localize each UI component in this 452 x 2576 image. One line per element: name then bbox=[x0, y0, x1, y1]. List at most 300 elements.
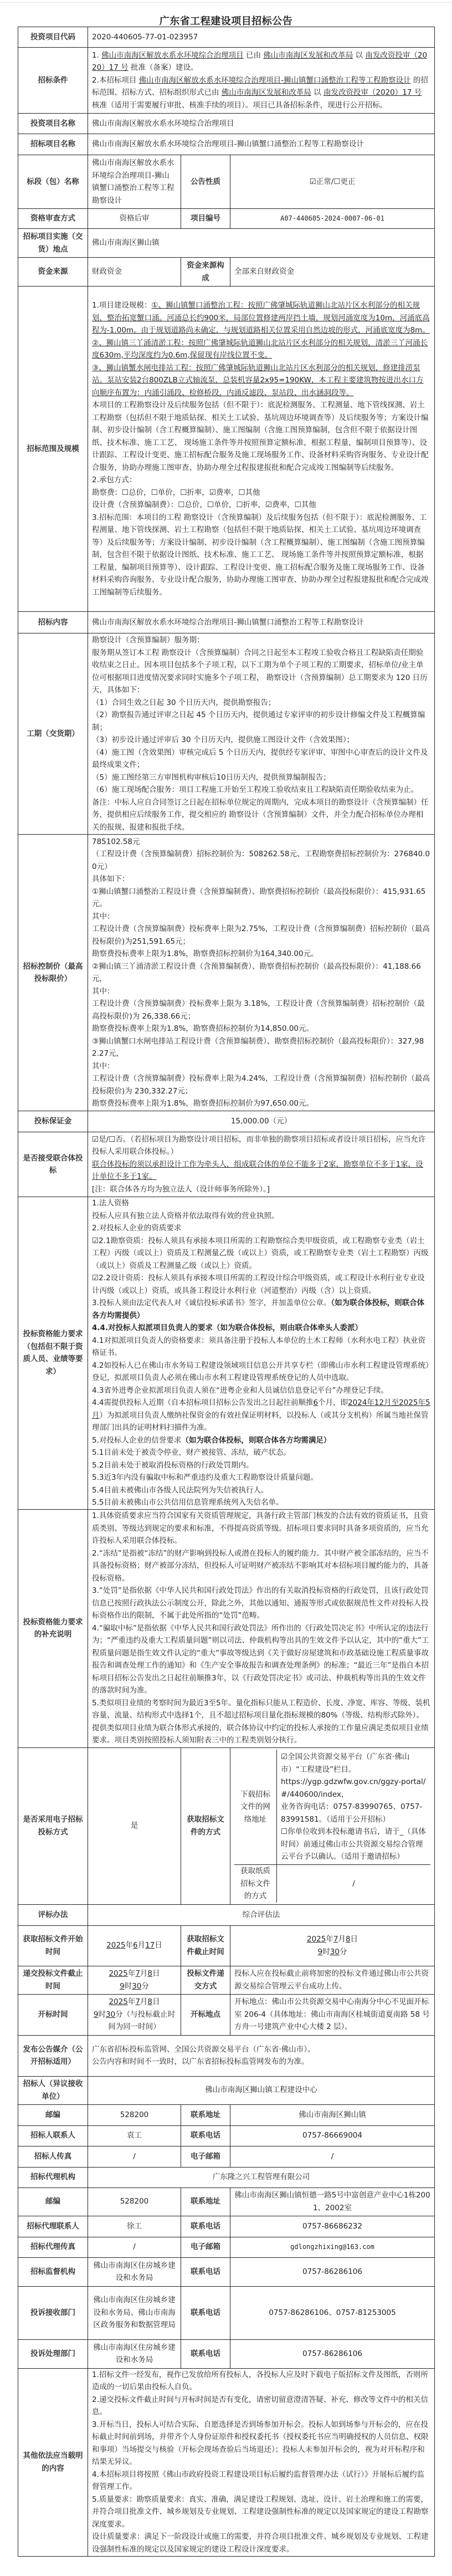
paragraph bbox=[92, 771, 430, 784]
underlined-segment: 佛山市南海区解放水系水环境综合治理项目 bbox=[101, 50, 244, 60]
tenderer-email: / bbox=[230, 2146, 435, 2167]
content-value: 佛山市南海区解放水系水环境综合治理项目-狮山镇蟹口涌整治工程等工程勘察设计 bbox=[88, 612, 435, 633]
text-segment: 勘察费投标费率上限为1.8%，勘察费招标控制价为14,850.00元。 bbox=[92, 1024, 314, 1033]
review-value: 资格后审 bbox=[88, 209, 181, 229]
text-segment: 1.法人资格 bbox=[92, 1199, 129, 1208]
underlined-segment: 联合体投标的须以承担设计工作为牵头人，组成联合体的单位不能多于2家，勘察单位不多于1家，设计单位不多于1家。 bbox=[92, 1159, 423, 1182]
price-label: 招标控制价（最高投标限价） bbox=[18, 835, 88, 1111]
text-segment: 3.开标当日，投标人可结合实际，自愿选择是否到场参加开标会。投标人如到场参与开标会的，应在投标截止时间前到场，并带齐个人身份证原件和授权委托书（授权委托书应当明确授权的人员信息、权限和事项）当场提交与核验（开标会现场查验后当场退还）；投标人未参加开标会的，视为对开标程序和结果无异议。 bbox=[92, 2420, 429, 2467]
paragraph bbox=[92, 1547, 430, 1585]
agency-email[interactable]: gdlongzhixing@163.com bbox=[230, 2237, 435, 2257]
paragraph bbox=[92, 1980, 177, 1993]
qualification-value bbox=[88, 1197, 435, 1510]
doc-method-cell bbox=[230, 1747, 435, 1904]
scope-value bbox=[88, 287, 435, 612]
complaint-handle-label: 投诉处理部门 bbox=[18, 2339, 88, 2368]
agency-email-label: 电子邮箱 bbox=[181, 2237, 230, 2257]
underlined-segment: 佛山市南海区解放水系水环境综合治理项目-狮山镇蟹口涌整治工程等工程勘察设计 bbox=[138, 75, 411, 85]
text-segment: （5）施工图经第三方审图机构审核后10日历天内，提供预算编制报告； bbox=[92, 773, 331, 782]
text-segment: 3.投标人须由法定代表人对《诚信投标承诺书》签字，并加盖单位公章。 bbox=[92, 1299, 331, 1307]
underlined-segment: 2025 bbox=[109, 1997, 128, 2007]
row-funding bbox=[18, 258, 435, 287]
text-segment: （1）合同生效之日起 30 个日历天内，提供勘察报告； bbox=[92, 698, 276, 707]
text-segment: 时 bbox=[124, 1981, 132, 1991]
project-code-value: A07-440605-2024-0007-06-01 bbox=[230, 209, 435, 229]
paragraph bbox=[92, 299, 430, 337]
paragraph bbox=[92, 1322, 430, 1335]
paragraph bbox=[92, 1384, 430, 1397]
text-segment: 工程设计费（含预算编制费）投标费率上限为2.75%，工程设计费（含预算编制费）招标控制价（最高投标限价)为251,591.65元； bbox=[92, 924, 430, 946]
complaint-receive-label: 投诉接收部门 bbox=[18, 2286, 88, 2339]
paragraph bbox=[92, 2419, 430, 2468]
text-segment: 工程设计费（含预算编制费）投标费率上限为 3.18%，工程设计费（含预算编制费）招标控制价（最高投标限价)为 26,338.66元； bbox=[92, 999, 425, 1021]
text-segment: 5.5目前未被佛山市公共信用信息管理系统列入失信名单。 bbox=[92, 1498, 284, 1507]
bold-segment: （如为联合体投标，则联合体各方均需满足） bbox=[181, 1435, 331, 1445]
tenderer-email-label: 电子邮箱 bbox=[181, 2146, 230, 2167]
text-segment: 4.4需提供投标人近期（自本招标项目招标公告发出之日起往前顺推 bbox=[92, 1398, 314, 1407]
row-submit bbox=[18, 1966, 435, 1994]
paragraph bbox=[92, 2394, 430, 2419]
supervision-phone-label: 联系电话 bbox=[181, 2257, 230, 2286]
text-segment: 2.递交投标文件截止时间与开标时间是否有变化，请密切留意澄清答疑、补充、修改等文件中的相关信息。 bbox=[92, 2395, 428, 2417]
text-segment: 5.质量要求：勘察质量要求：真实、准确，满足建设工程规划、选址、设计、岩土治理和施工的需要，并符合项目批准文件、城乡规划及专业规划、工程建设强制性标准的规定以及国家规定的建设工程勘察深度要求。 bbox=[92, 2495, 429, 2529]
text-segment: 核准（适用于需要履行审批、核准手续的项目）。项目已具备招标条件，现进行公开招标。 bbox=[92, 100, 388, 110]
paragraph bbox=[92, 2056, 430, 2068]
tenderer-contact-label: 招标人联系人 bbox=[18, 2125, 88, 2146]
paragraph bbox=[92, 634, 430, 647]
doc-method-label: 获取招标文件的方式 bbox=[181, 1747, 230, 1904]
text-segment: 勘察设计（含预算编制）服务期： bbox=[92, 636, 204, 645]
agency-phone-label: 联系电话 bbox=[181, 2216, 230, 2237]
text-segment: 年 bbox=[326, 1935, 333, 1944]
period-label: 工期（交货期） bbox=[18, 633, 88, 835]
text-segment: 785102.58元 bbox=[92, 837, 140, 846]
content-label: 招标内容 bbox=[18, 612, 88, 633]
text-segment: 公告内容和时间不一致时，以广东省招标投标监管网发布的为准。 bbox=[92, 2057, 309, 2066]
text-segment: 其中： bbox=[92, 912, 115, 921]
top-divider bbox=[0, 2, 452, 3]
underlined-segment: 9 bbox=[93, 2010, 99, 2019]
paragraph bbox=[92, 948, 430, 960]
complaint-receive-value: 佛山市南海区住房城乡建设和水务局、佛山市南海区政务服务和数据管理局 bbox=[88, 2286, 181, 2339]
funding-value: 财政资金 bbox=[88, 258, 181, 287]
complaint-receive-phone: 0757-86286106、0757-81253005 bbox=[230, 2286, 435, 2339]
row-agency-postcode bbox=[18, 2187, 435, 2216]
paper-value: / bbox=[352, 1879, 355, 1888]
text-segment: 2.本招标项目 bbox=[92, 75, 139, 85]
bold-segment: 4.4.对投标人拟派项目负责人的要求（如为联合体投标，则由联合体牵头人委派） bbox=[92, 1323, 363, 1332]
consortium-value bbox=[88, 1132, 435, 1197]
opening-place-value: 开标地点：佛山市公共资源交易中心南海分中心不见面开标室 206-4（具体地址：佛山市南海区桂城街道夏南路 58 号方舟一号建筑产业中心大楼 2 层）。 bbox=[230, 1994, 435, 2035]
submit-deadline-value bbox=[88, 1966, 181, 1994]
row-agency bbox=[18, 2167, 435, 2187]
row-review bbox=[18, 209, 435, 229]
underlined-segment: 8 bbox=[147, 1997, 153, 2007]
text-segment: ☑是/☐否。（若招标项目为勘察设计项目招标，而非单独的勘察项目招标或者设计项目招标，应当允许投标人采用联合体投标。） bbox=[92, 1134, 426, 1157]
row-tenderer-contact bbox=[18, 2125, 435, 2146]
paragraph bbox=[92, 2531, 430, 2555]
underlined-segment: 30 bbox=[132, 1981, 142, 1991]
review-label: 资格审查方式 bbox=[18, 209, 88, 229]
location-value: 佛山市南海区狮山镇 bbox=[88, 229, 435, 258]
paragraph bbox=[92, 1510, 430, 1547]
text-segment: 已由 bbox=[243, 50, 264, 60]
row-tender-name bbox=[18, 134, 435, 155]
paragraph bbox=[281, 1801, 427, 1826]
row-doc-time bbox=[18, 1925, 435, 1966]
tender-name-value: 佛山市南海区解放水系水环境综合治理项目-狮山镇蟹口涌整治工程等工程勘察设计 bbox=[88, 134, 435, 155]
paragraph bbox=[92, 1434, 430, 1447]
text-segment: 5.3近3年内没有骗取中标和严重违约及重大工程勘察设计质量问题。 bbox=[92, 1473, 319, 1482]
complaint-receive-phone-label: 联系电话 bbox=[181, 2286, 230, 2339]
paragraph bbox=[92, 1622, 430, 1697]
nature-value: ☑正常/☐更正 bbox=[230, 155, 435, 209]
row-opening bbox=[18, 1994, 435, 2035]
underlined-segment: ①、狮山镇蟹口涌整治工程：按照广佛肇城际轨道狮山北站片区水利部分的相关规划，整治拓宽蟹口涌。河涌总长约900米，局部位置修建两岸挡土墙，规划河涌宽度为10m，河涌底高程为-1.00m。由于规划道路尚未确定，与规划道路相关位置采用自然边坡的形式，河涌底宽度为8m。 bbox=[92, 301, 430, 335]
row-price bbox=[18, 835, 435, 1111]
tenderer-label: 招标人（异议接收单位） bbox=[18, 2076, 88, 2104]
underlined-segment: 2024年12月至2025年5月 bbox=[92, 1398, 430, 1420]
supervision-value: 佛山市南海区住房城乡建设和水务局 bbox=[88, 2257, 181, 2286]
doc-end-value bbox=[230, 1925, 435, 1966]
paragraph bbox=[92, 1967, 177, 1980]
underlined-segment: 南发改资投审（2020）17 号 bbox=[323, 88, 422, 98]
paragraph bbox=[92, 923, 430, 948]
opening-time-value bbox=[88, 1994, 181, 2035]
row-consortium bbox=[18, 1132, 435, 1197]
scope-label: 招标范围及规模 bbox=[18, 287, 88, 612]
paragraph bbox=[92, 1060, 430, 1073]
underlined-segment: 7 bbox=[333, 1935, 338, 1944]
underlined-segment: 9 bbox=[317, 1947, 323, 1956]
funding-composition-value: 全部来自财政资金 bbox=[230, 258, 435, 287]
paragraph bbox=[92, 1210, 430, 1223]
text-segment: 勘察费投标费率上限为1.8%，勘察费招标控制价为164,340.00元。 bbox=[92, 949, 319, 958]
supplement-value bbox=[88, 1509, 435, 1747]
row-tenderer bbox=[18, 2076, 435, 2104]
tenderer-contact: 袁工 bbox=[88, 2125, 181, 2146]
text-segment: 服务期从签订本工程 勘察设计（含预算编制）合同之日起至本工程竣工验收合格且工程缺陷责任期验收结束之日止。因本项目包括多个子项工程，以下工期为单个子项工程的工期要求，招标单位/业主单位可根据项目进度情况要求同时实施多个子项工程， 勘察设计（含预算编制）总工期要求为 120 日历天，具体如下： bbox=[92, 648, 428, 694]
text-segment: https://ygp.gdzwfw.gov.cn/ggzy-portal/#/440600/index， bbox=[281, 1777, 426, 1799]
agency-address: 佛山市南海区狮山镇恒德一路5号中富创意产业中心1栋2001、2002室 bbox=[230, 2187, 435, 2216]
paragraph bbox=[281, 1826, 427, 1863]
doc-end-label: 获取招标文件截止时间 bbox=[181, 1925, 230, 1966]
row-complaint-handle bbox=[18, 2339, 435, 2368]
text-segment: 日 bbox=[152, 1969, 160, 1978]
other-label: 其他依法应当载明的内容 bbox=[18, 2368, 88, 2556]
text-segment: ①狮山镇蟹口涌整治工程设计费（含预算编制费）、勘察费招标控制价（最高投标限价）：415,931.65元。 bbox=[92, 887, 426, 908]
text-segment: 5.2目前未处于被取消投标资格的行政处罚期内。 bbox=[92, 1460, 254, 1470]
underlined-segment: 9 bbox=[120, 1981, 125, 1991]
nature-label: 公告性质 bbox=[181, 155, 230, 209]
text-segment: [注：联合体各方均为独立法人（设计师事务所除外）。] bbox=[92, 1184, 270, 1194]
underlined-segment: 6 bbox=[313, 1398, 319, 1407]
text-segment: 年 bbox=[125, 1941, 133, 1950]
row-deposit bbox=[18, 1111, 435, 1132]
text-segment: ③狮山镇蟹口水闸电排站工程设计费（含预算编制费）、勘察费招标控制价（最高投标限价）：327,982.27元， bbox=[92, 1036, 424, 1058]
agency-contact: 徐工 bbox=[88, 2216, 181, 2237]
text-segment: 时 bbox=[98, 2010, 106, 2019]
text-segment: 设计费（含预算编制费）：☐总价，☐单价，☐折率，☑费率，☐其他 bbox=[92, 500, 316, 509]
text-segment: 业务咨询电话：0757-83990765、0757-83991581。（适用于公开招标） bbox=[281, 1802, 423, 1824]
tenderer-address: 佛山市南海区狮山镇 bbox=[230, 2104, 435, 2125]
text-segment: 1.项目建设规模： bbox=[92, 301, 152, 310]
paragraph bbox=[92, 734, 430, 747]
paragraph bbox=[92, 1183, 430, 1196]
paragraph bbox=[92, 1939, 177, 1952]
agency-contact-label: 招标代理联系人 bbox=[18, 2216, 88, 2237]
download-label: 下载招标文件的网络地址 bbox=[234, 1750, 277, 1865]
text-segment: 备注：中标人应自合同签订之日起在招标单位规定的周期内，完成本项目的勘察设计（含预算编制）任务，提供相应后续服务工作，提交相应的 勘察设计（含预算编制）文件，并全力配合招标单位办理相关的报规、报建和报批手续。 bbox=[92, 798, 429, 832]
complaint-handle-value: 佛山市南海区住房城乡建设和水务局 bbox=[88, 2339, 181, 2368]
tenderer-address-label: 联系地址 bbox=[181, 2104, 230, 2125]
text-segment: 以 bbox=[353, 50, 366, 60]
row-investment-code bbox=[18, 27, 435, 48]
paragraph bbox=[92, 1235, 430, 1272]
tenderer-fax: / bbox=[88, 2146, 181, 2167]
underlined-segment: 8 bbox=[147, 1969, 153, 1978]
text-segment: 分 bbox=[141, 1981, 149, 1991]
row-tenderer-postcode bbox=[18, 2104, 435, 2125]
text-segment: 广东省招标投标监管网、全国公共资源交易平台（广东省·佛山市）。 bbox=[92, 2045, 315, 2054]
underlined-segment: 2025 bbox=[306, 1935, 326, 1944]
text-segment: ☑2.2设计资质：投标人须具有承接本项目所需的工程设计综合甲级资质，或工程设计水利行业专业设计丙级（或以上）资质，或具备工程设计水利行业（河道整治）丙级（含）以上资质。 bbox=[92, 1274, 425, 1295]
row-tenderer-fax bbox=[18, 2146, 435, 2167]
underlined-segment: 17 bbox=[145, 1941, 155, 1950]
text-segment: 3.招标范围：本项目的工程 勘察设计（含预算编制）及后续服务包括（但不限于）：底泥检测服务、工程测量、地下管线探测、岩土工程勘察（包括但不限于地质钻探、相关土工试验、基坑周边环境调查等）及后续服务等；方案设计编制、初步设计编制（含工程概算编制）、施工图编制（含施工图预算编制，包含但不限于依据设计图纸、技术标准、施工工艺、 现场施工条件等并按照预算定额标准，根据工程量，编制项目预算等）、设计跟踪、工程设计变更、施工招标配合服务及施工现场服务工作、设备材料采购咨询服务、专业设计配合服务，协助办理施工图审查、协助办理全过程报建报批和配合完成竣工图编制等后续服务。 bbox=[92, 513, 429, 597]
text-segment: 月 bbox=[137, 1941, 146, 1950]
paragraph bbox=[92, 337, 430, 362]
paragraph bbox=[92, 2008, 177, 2033]
conditions-label: 招标条件 bbox=[18, 48, 88, 114]
text-segment: 5.对投标人企业的信誉要求 bbox=[92, 1435, 182, 1445]
doc-method-table bbox=[234, 1750, 430, 1903]
row-content bbox=[18, 612, 435, 633]
text-segment: 2.对投标人企业的资质要求 bbox=[92, 1224, 182, 1233]
text-segment: 的招标范围、招标方式、招标组织形式已由 bbox=[92, 75, 428, 98]
doc-start-label: 获取招标文件开始时间 bbox=[18, 1925, 88, 1966]
paragraph bbox=[92, 1035, 430, 1060]
paragraph bbox=[92, 1272, 430, 1297]
underlined-segment: 2025 bbox=[106, 1941, 126, 1950]
paragraph bbox=[92, 709, 430, 734]
submit-method-value: 投标人应在投标截止前将加密的投标文件通过佛山市公共资源交易综合管理云平台成功上传。 bbox=[230, 1966, 435, 1994]
text-segment: 5.4目前未被佛山市各级人民法院列为失信被执行人。 bbox=[92, 1485, 269, 1495]
text-segment: 2.承包方式： bbox=[92, 476, 137, 484]
paragraph bbox=[92, 796, 430, 834]
text-segment: ）为拟派项目负责人缴纳社保资金的有效社保证明材料，以投标人（或其分支机构）所属当地社保管理部门出具的证明材料扫描件为准。 bbox=[92, 1410, 429, 1432]
complaint-handle-phone-label: 联系电话 bbox=[181, 2339, 230, 2368]
text-segment: （2）勘察报告通过评审之日起 45 个日历天内，提供通过专家评审的初步设计修编文件及工程概算编制； bbox=[92, 711, 425, 732]
section-label: 标段（包）名称 bbox=[18, 155, 88, 209]
underlined-segment: 2025 bbox=[109, 1969, 128, 1978]
paragraph bbox=[92, 697, 430, 709]
text-segment: 分（与投标截止时间为同一时间） bbox=[108, 2010, 176, 2032]
paragraph bbox=[92, 1023, 430, 1035]
agency-phone: 0757-86686232 bbox=[230, 2216, 435, 2237]
evaluation-label: 评标办法 bbox=[18, 1904, 88, 1925]
funding-composition-label: 资金来源构成 bbox=[181, 258, 230, 287]
text-segment: 时 bbox=[322, 1947, 330, 1956]
agency-label: 招标代理机构 bbox=[18, 2167, 88, 2187]
row-supplement bbox=[18, 1509, 435, 1747]
price-value bbox=[88, 835, 435, 1111]
text-segment: 其中： bbox=[92, 987, 115, 996]
location-label: 招标项目实施（交货）地点 bbox=[18, 229, 88, 258]
paragraph bbox=[92, 49, 430, 74]
paragraph bbox=[92, 1222, 430, 1235]
underlined-segment: ②、狮山镇三丫涌清淤工程：按照广佛肇城际轨道狮山北站片区水利部分的相关规划，清淤三丫河涌长度630m,平均深度约为0.6m,保留现有岸线位置不变。 bbox=[92, 338, 428, 360]
other-value bbox=[88, 2368, 435, 2556]
row-agency-fax bbox=[18, 2237, 435, 2257]
text-segment: 2.“冻结”是指被“冻结”的财产影响到投标人或潜在投标人的履约能力。其中财产被全部冻结的，应当不具备投标资格；财产被部分冻结，但投标人可证明财产被冻结不影响其对本招标项目履约能力的，具备投标资格。 bbox=[92, 1548, 429, 1583]
agency-fax-label: 招标代理传真 bbox=[18, 2237, 88, 2257]
paragraph bbox=[234, 1946, 430, 1959]
supplement-label: 投标资格能力要求的补充说明 bbox=[18, 1509, 88, 1747]
paragraph bbox=[92, 399, 430, 474]
text-segment: （6）施工现场配合服务：项目工程施工开始至工程竣工验收结束且工程缺陷责任期验收结束为止。 bbox=[92, 785, 419, 794]
complaint-handle-phone: 0757-86286106 bbox=[230, 2339, 435, 2368]
paragraph bbox=[92, 873, 430, 886]
paragraph bbox=[281, 1751, 427, 1776]
paragraph bbox=[92, 1447, 430, 1459]
download-row bbox=[234, 1750, 430, 1865]
text-segment: 月 bbox=[140, 1997, 148, 2007]
paragraph bbox=[92, 512, 430, 599]
row-investment-name bbox=[18, 114, 435, 134]
tenderer-fax-label: 招标人传真 bbox=[18, 2146, 88, 2167]
section-value: 佛山市南海区解放水系水环境综合治理项目-狮山镇蟹口涌整治工程等工程勘察设计 bbox=[88, 155, 181, 209]
row-section bbox=[18, 155, 435, 209]
tenderer-value: 佛山市南海区狮山镇工程建设中心 bbox=[88, 2076, 435, 2104]
paragraph bbox=[92, 911, 430, 923]
investment-name-label: 投资项目名称 bbox=[18, 114, 88, 134]
tenderer-phone: 0757-86669004 bbox=[230, 2125, 435, 2146]
investment-code-value: 2020-440605-77-01-023957 bbox=[88, 27, 435, 48]
text-segment: 本项目的工程勘察设计及后续服务包括（但不限于）：底泥检测服务、工程测量、地下管线探测、岩土工程勘察（包括但不限于地质钻探、相关土工试验、基坑周边环境调查等）及后续服务等；方案设计编制、初步设计编制（含工程概算编制）、施工图编制（含施工图预算编制，包含但不限于依据设计图纸、技术标准、施工工艺、 现场施工条件等并按照预算定额标准，根据工程量，编制项目预算等）、设计跟踪、工程设计变更、施工招标配合服务及施工现场服务工作、设备材料采购咨询服务、专业设计配合服务，协助办理施工图审查、协助办理全过程报建报批和配合完成竣工图编制等后续服务。 bbox=[92, 401, 429, 472]
download-value bbox=[277, 1750, 431, 1865]
row-qualification bbox=[18, 1197, 435, 1510]
underlined-segment: 30 bbox=[330, 1947, 340, 1956]
paragraph bbox=[92, 362, 430, 400]
paragraph bbox=[92, 998, 430, 1023]
underlined-segment: ③、狮山镇蟹水闸电排站工程：按照广佛肇城际轨道狮山北站片区水利部分的相关规划，修建排涝泵站。泵站安装2台800ZLB立式轴流泵，总装机容量2x95=190KW，本工程主要建筑物按进出水口方向顺序布置为：内涌引涌段、检修桥段，内涌反滤段、泵站段、出水涵洞段等。 bbox=[92, 363, 424, 397]
text-segment: ☑全国公共资源交易平台（广东省·佛山市）“工程建设”栏目。 bbox=[281, 1752, 410, 1774]
doc-start-value bbox=[88, 1925, 181, 1966]
text-segment: ☐你单位收到本投标邀请书后，请于_（具体时间）前通过佛山市公共资源交易综合管理云平台予以确认。（适用于邀请招标） bbox=[281, 1827, 426, 1861]
paragraph bbox=[92, 1335, 430, 1359]
paragraph bbox=[92, 2043, 430, 2056]
row-evaluation bbox=[18, 1904, 435, 1925]
underlined-segment: 8 bbox=[345, 1935, 351, 1944]
paragraph bbox=[92, 74, 430, 112]
tender-announcement-table bbox=[18, 27, 435, 2557]
text-segment: 以 bbox=[311, 88, 323, 98]
paragraph bbox=[92, 784, 430, 796]
underlined-segment: 7 bbox=[135, 1997, 140, 2007]
row-other bbox=[18, 2368, 435, 2556]
text-segment: 设计质量要求：满足下一阶段设计或施工的需要，并符合项目批准文件、城乡规划及专业规划、工程建设强制性标准的规定以及国家规定的建设工程设计深度要求。 bbox=[92, 2532, 429, 2554]
paragraph bbox=[92, 2468, 430, 2493]
text-segment: 勘察费：☐总价，☐单价，☐折率，☑费率，☐其他 bbox=[92, 488, 260, 497]
paragraph bbox=[92, 985, 430, 998]
text-segment: 4.本招标项目将按照《佛山市政府投资工程建设项目标后履约监督管理办法（试行）》开展标后履约监督管理工作。 bbox=[92, 2470, 425, 2492]
text-segment: （工程设计费（含预算编制费）招标控制价为：508262.58元、工程勘察费招标控制价为：276840.00元） bbox=[92, 850, 430, 871]
paragraph bbox=[92, 836, 430, 849]
paragraph bbox=[92, 1585, 430, 1622]
paragraph bbox=[92, 848, 430, 873]
paragraph bbox=[92, 1072, 430, 1097]
paper-row bbox=[234, 1865, 430, 1903]
text-segment: 个月，即 bbox=[318, 1398, 348, 1407]
row-location bbox=[18, 229, 435, 258]
paragraph bbox=[92, 1133, 430, 1158]
period-value bbox=[88, 633, 435, 835]
text-segment: （4）施工图（含效果图）审核完成后 5 个日历天内，提供经专家评审、审图中心审查后的设计文件及最终成果文件； bbox=[92, 748, 428, 769]
agency-value: 广东隆之兴工程管理有限公司 bbox=[88, 2167, 435, 2187]
deposit-label: 投标保证金 bbox=[18, 1111, 88, 1132]
evaluation-value: 综合评估法 bbox=[88, 1904, 435, 1925]
paragraph bbox=[92, 1484, 430, 1497]
text-segment: 4.“骗取中标”是指依据《中华人民共和国行政处罚法》所作出的《行政处罚决定书》中所认定的违法行为；“严重违约及重大工程质量问题”则以司法、仲裁机构等出具的生效文件予以认定，其中的“重大”工程质量问题是指生效文件认定的“重大”事故等级达到《关于做好房屋建筑和市政基础设施工程质量事故报告和调查处理工作的通知》和《生产安全事故报告和调查处理条例》的标准；“最近三年”是指自本招标项目招标公告发出之日起往前顺推3年，以《行政处罚决定书》或司法、仲裁机构等出具的生效文件的落款时间为准。 bbox=[92, 1623, 429, 1695]
paragraph bbox=[92, 960, 430, 985]
text-segment: 批准（备案）建设。 bbox=[128, 63, 198, 73]
paragraph bbox=[92, 1397, 430, 1434]
tenderer-phone-label: 联系电话 bbox=[181, 2125, 230, 2146]
paragraph bbox=[92, 1496, 430, 1509]
electronic-label: 是否采用电子招标投标方式 bbox=[18, 1747, 88, 1904]
investment-name-value: 佛山市南海区解放水系水环境综合治理项目 bbox=[88, 114, 435, 134]
paragraph bbox=[92, 499, 430, 512]
row-conditions bbox=[18, 48, 435, 114]
paragraph bbox=[281, 1776, 427, 1801]
media-label: 发布公告媒介（公开招标适用） bbox=[18, 2035, 88, 2076]
paper-label: 获取纸质招标文件的方式 bbox=[234, 1865, 277, 1903]
text-segment: （3）初步设计通过评审后 30 个日历天内，提供施工图设计文件（含效果图）； bbox=[92, 735, 355, 744]
consortium-label: 是否接受联合体投标 bbox=[18, 1132, 88, 1197]
submit-deadline-label: 递交投标文件截止时间 bbox=[18, 1966, 88, 1994]
media-value bbox=[88, 2035, 435, 2076]
text-segment: 日 bbox=[152, 1997, 160, 2007]
paragraph bbox=[92, 1359, 430, 1384]
text-segment: 5.1目前未处于被责令停业，财产被接管、冻结，破产状态。 bbox=[92, 1448, 291, 1457]
project-code-label: 项目编号 bbox=[181, 209, 230, 229]
row-supervision bbox=[18, 2257, 435, 2286]
paragraph bbox=[92, 2493, 430, 2531]
supervision-label: 招标监督机构 bbox=[18, 2257, 88, 2286]
text-segment: 勘察费投标费率上限为1.8%，勘察费招标控制价为97,650.00元。 bbox=[92, 1099, 314, 1108]
underlined-segment: 佛山市南海区发展和改革局 bbox=[221, 88, 311, 98]
text-segment: 日 bbox=[155, 1941, 162, 1950]
conditions-value bbox=[88, 48, 435, 114]
text-segment: 月 bbox=[140, 1969, 148, 1978]
text-segment: 1.具体资质要求应当符合国家有关资质管理规定，具备行政主管部门核发的合法有效的资质证书，且资质类别、等级达到规定的要求和标准，不得提高资质等级。招标项目要求同时具备多项资质的，应当允许投标人采用联合体投标。 bbox=[92, 1511, 429, 1546]
text-segment: 年 bbox=[127, 1997, 136, 2007]
text-segment: ☑2.1勘察资质：投标人须具有承接本项目所需的工程勘察综合类甲级资质，或工程勘察专业类（岩土工程）丙级（或以上）资质及工程测量乙级（或以上）资质，或工程勘察专业类（岩土工程勘察）丙级（或以上）资质及工程测量乙级（或以上）资质。 bbox=[92, 1236, 429, 1270]
underlined-segment: 6 bbox=[133, 1941, 138, 1950]
text-segment: 日 bbox=[350, 1935, 358, 1944]
text-segment: 其中： bbox=[92, 1061, 115, 1071]
paragraph bbox=[92, 1459, 430, 1472]
agency-fax: / bbox=[88, 2237, 181, 2257]
row-electronic bbox=[18, 1747, 435, 1904]
text-segment: 4.2如投标人已在佛山市水务局工程建设领域项目信息公开共享专栏（即佛山市水利工程建设管理系统）登记，拟派项目负责人必须在佛山市水利工程建设管理系统登记的人员中选取。 bbox=[92, 1361, 429, 1382]
text-segment: 1.招标文件一经发布，视作已发放给所有投标人，各投标人应及时下载电子版招标文件及图纸，否则所造成的一切后果由投标人自负。 bbox=[92, 2370, 428, 2392]
agency-address-label: 联系地址 bbox=[181, 2187, 230, 2216]
paragraph bbox=[92, 487, 430, 499]
text-segment: 4.1对拟派项目负责人的资格要求：须具备注册于投标人本单位的土木工程师（水利水电工程）执业资格证书。 bbox=[92, 1336, 425, 1357]
page-title: 广东省工程建设项目招标公告 bbox=[159, 16, 293, 27]
